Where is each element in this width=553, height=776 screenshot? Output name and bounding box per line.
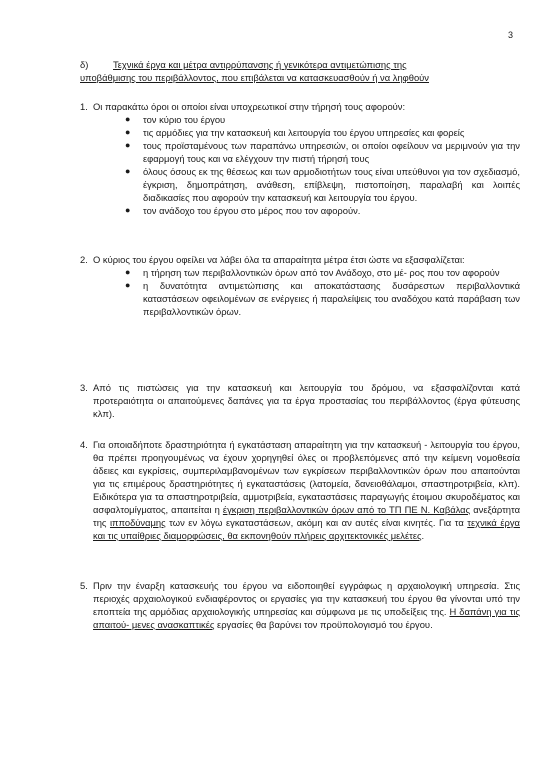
heading-line-1: Τεχνικά έργα και μέτρα αντιρρύπανσης ή γενικότερα αντιμετώπισης της xyxy=(113,59,407,70)
bullet-icon: ● xyxy=(125,267,131,277)
handwritten-underline: τεχνικά έργα και τις υπαίθριες διαμορφώσεις, θα εκπονηθούν πλήρεις αρχιτεκτονικές μελέτες xyxy=(93,517,520,541)
bullet-item: ● τον ανάδοχο του έργου στο μέρος που τον αφορούν. xyxy=(125,205,361,216)
section-heading xyxy=(80,58,520,84)
handwritten-underline: Η δαπάνη για τις απαιτού- μενες ανασκαπτικές xyxy=(93,606,521,630)
bullet-icon: ● xyxy=(125,114,131,124)
item-number: 2. xyxy=(80,254,88,265)
list-item-5 xyxy=(80,579,520,631)
bullet-item: ● η τήρηση των περιβαλλοντικών όρων από τον Ανάδοχο, στο μέ- ρος που τον αφορούν xyxy=(125,267,500,278)
heading-line-2: υποβάθμισης του περιβάλλοντος, που επιβάλεται να κατασκευασθούν ή να ληφθούν xyxy=(80,72,429,83)
list-item-4 xyxy=(80,438,520,542)
item-text: Για οποιαδήποτε δραστηριότητα ή εγκατάσταση απαραίτητη για την κατασκευή - λειτουργία του έργου, θα πρέπει προηγουμένως να έχουν χορηγηθεί όλες οι προβλεπόμενες από την κείμενη νομοθεσία άδειες και εγκρίσεις, συμπεριλαμβανομένων των εγκρίσεων περιβαλλοντικών όρων που απαιτούνται για τις επιμέρους δραστηριότητες ή εγκαταστάσεις (λατομεία, δανειοθάλαμοι, σπαστηροτριβεία, κλπ). Ειδικότερα για τα σπαστηροτριβεία, αμμοτριβεία, εγκαταστάσεις παραγωγής έτοιμου σκυροδέματος και ασφαλτομίγματος, απαιτείται η έγκριση περιβαλλοντικών όρων από το ΤΠ ΠΕ Ν. Καβάλας ανεξάρτητα της ιπποδύναμης των εν λόγω εγκαταστάσεων, ακόμη και αν αυτές είναι κινητές. Για τα τεχνικά έργα και τις υπαίθριες διαμορφώσεις, θα εκπονηθούν πλήρεις αρχιτεκτονικές μελέτες. xyxy=(93,439,520,541)
item-intro: Οι παρακάτω όροι οι οποίοι είναι υποχρεωτικοί στην τήρησή τους αφορούν: xyxy=(93,101,406,112)
handwritten-underline: ιπποδύναμης xyxy=(109,517,166,528)
page-number: 3 xyxy=(507,30,513,40)
item-number: 5. xyxy=(80,580,88,591)
item-text: Από τις πιστώσεις για την κατασκευή και λειτουργία του δρόμου, να εξασφαλίζονται κατά προτεραιότητα οι απαιτούμενες δαπάνες για τα έργα προστασίας του περιβάλλοντος (έργα φύτευσης κλπ). xyxy=(93,382,520,419)
item-number: 3. xyxy=(80,382,88,393)
list-item-3 xyxy=(80,381,520,420)
bullet-item: ● τους προϊσταμένους των παραπάνω υπηρεσιών, οι οποίοι οφείλουν να μεριμνούν για την εφαρμογή τους και να ελέγχουν την πιστή τήρησή τους xyxy=(125,140,520,164)
bullet-item: ● τον κύριο του έργου xyxy=(125,114,226,125)
bullet-icon: ● xyxy=(125,140,131,150)
item-intro: Ο κύριος του έργου οφείλει να λάβει όλα τα απαραίτητα μέτρα έτσι ώστε να εξασφαλίζεται: xyxy=(93,254,465,265)
bullet-icon: ● xyxy=(125,205,131,215)
bullet-item: ● όλους όσους εκ της θέσεως και των αρμοδιοτήτων τους είναι υπεύθυνοι για τον σχεδιασμό, έγκριση, δημοπράτηση, ανάθεση, επίβλεψη, πιστοποίηση, παραλαβή και λοιπές διαδικασίες που αφορούν την κατασκευή και λειτουργία του έργου. xyxy=(125,166,520,203)
bullet-list xyxy=(93,266,520,318)
item-number: 1. xyxy=(80,101,88,112)
section-letter: δ) xyxy=(80,59,89,70)
bullet-item: ● η δυνατότητα αντιμετώπισης και αποκατάστασης δυσάρεστων περιβαλλοντικά καταστάσεων οφειλομένων σε ενέργειες ή παραλείψεις του αναδόχου κατά παράβαση των περιβαλλοντικών όρων. xyxy=(125,280,520,317)
list-item-2 xyxy=(80,253,520,318)
bullet-icon: ● xyxy=(125,127,131,137)
bullet-icon: ● xyxy=(125,166,131,176)
item-text: Πριν την έναρξη κατασκευής του έργου να ειδοποιηθεί εγγράφως η αρχαιολογική υπηρεσία. Στις περιοχές αρχαιολογικού ενδιαφέροντος οι εργασίες για την κατασκευή του έργου θα γίνονται υπό την εποπτεία της αρμόδιας αρχαιολογικής υπηρεσίας και σύμφωνα με τις υποδείξεις της. Η δαπάνη για τις απαιτού- μενες ανασκαπτικές εργασίες θα βαρύνει τον προϋπολογισμό του έργου. xyxy=(93,580,521,630)
bullet-icon: ● xyxy=(125,280,131,290)
item-number: 4. xyxy=(80,439,88,450)
bullet-item: ● τις αρμόδιες για την κατασκευή και λειτουργία του έργου υπηρεσίες και φορείς xyxy=(125,127,465,138)
list-item-1 xyxy=(80,100,520,217)
handwritten-underline: έγκριση περιβαλλοντικών όρων από το ΤΠ ΠΕ Ν. Καβάλας xyxy=(222,504,471,515)
bullet-list xyxy=(93,113,520,217)
